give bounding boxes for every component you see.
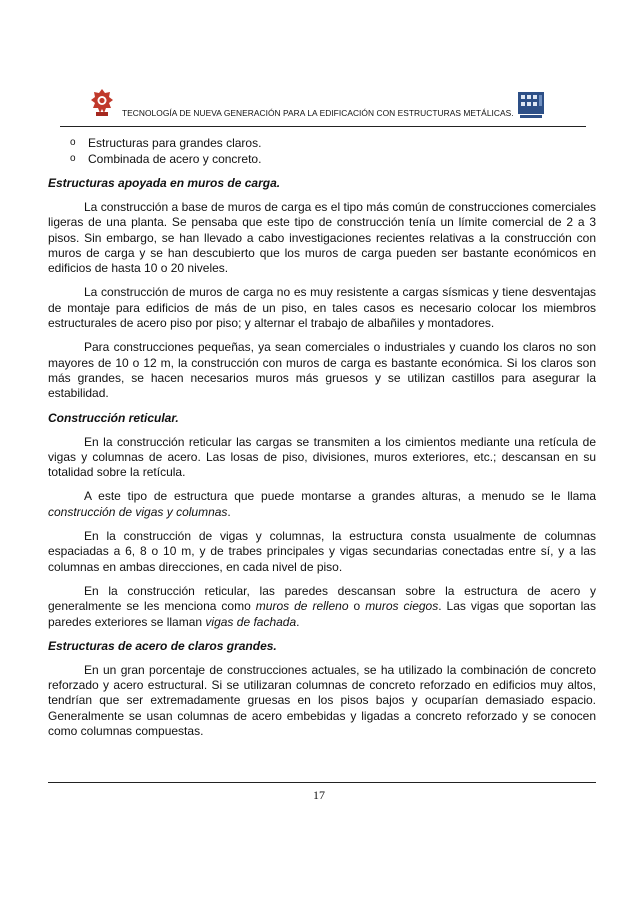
- page-number: 17: [313, 788, 325, 802]
- paragraph: Para construcciones pequeñas, ya sean comerciales o industriales y cuando los claros no son mayores de 10 o 12 m, la construcción con muros de carga es bastante económica. Si los claros son más grandes, se hacen necesarios muros más gruesos y se utilizan castillos para asegurar la estabilidad.: [48, 340, 596, 401]
- list-item: o Combinada de acero y concreto.: [70, 152, 262, 166]
- italic-term: muros ciegos: [365, 599, 439, 614]
- paragraph: En un gran porcentaje de construcciones actuales, se ha utilizado la combinación de concreto reforzado y acero estructural. Si se utilizaran columnas de concreto reforzado en edificios muy altos, tendrían que ser extremadamente gruesas en los pisos bajos y ocuparían demasiado espacio. Generalmente se usan columnas de acero embebidas y ligadas a concreto reforzado y se conocen como columnas compuestas.: [48, 662, 596, 739]
- circle-bullet-icon: o: [70, 137, 76, 148]
- italic-term: vigas de fachada: [205, 614, 297, 629]
- institution-emblem-icon: [90, 88, 114, 118]
- circle-bullet-icon: o: [70, 153, 76, 164]
- building-logo-icon: [516, 88, 546, 120]
- paragraph: La construcción de muros de carga no es muy resistente a cargas sísmicas y tiene desventajas de montaje para edificios de más de un piso, en tales casos es necesario colocar los miembros estructurales de acero piso por piso; y alternar el trabajo de albañiles y montadores.: [48, 285, 596, 331]
- bullet-list: [48, 135, 596, 167]
- section-heading-claros-grandes: Estructuras de acero de claros grandes.: [48, 638, 277, 653]
- list-item: o Estructuras para grandes claros.: [70, 136, 262, 150]
- paragraph: La construcción a base de muros de carga es el tipo más común de construcciones comerciales ligeras de una planta. Se pensaba que este tipo de construcción tenía un límite comercial de 2 a 3 pisos. Sin embargo, se han llevado a cabo investigaciones recientes relativas a la construcción con muros de carga y se han descubierto que los muros de carga pueden ser bastante económicos en edificios de hasta 10 o 20 niveles.: [48, 200, 596, 276]
- page-body: [48, 135, 596, 748]
- paragraph: En la construcción de vigas y columnas, la estructura consta usualmente de columnas espaciadas a 6, 8 o 10 m, y de trabes principales y vigas secundarias conectadas entre sí, y a las columnas en ambas direcciones, en cada nivel de piso.: [48, 529, 596, 574]
- footer-divider: [48, 782, 596, 783]
- paragraph: En la construcción reticular las cargas se transmiten a los cimientos mediante una retícula de vigas y columnas de acero. Las losas de piso, divisiones, muros exteriores, etc.; descansan en su totalidad sobre la retícula.: [48, 434, 596, 480]
- italic-term: construcción de vigas y columnas: [48, 504, 228, 519]
- italic-term: muros de relleno: [255, 599, 349, 614]
- paragraph: A este tipo de estructura que puede montarse a grandes alturas, a menudo se le llama construcción de vigas y columnas.: [48, 489, 596, 519]
- header-title: TECNOLOGÍA DE NUEVA GENERACIÓN PARA LA EDIFICACIÓN CON ESTRUCTURAS METÁLICAS.: [122, 108, 514, 118]
- page-header: [60, 84, 586, 130]
- section-heading-construccion-reticular: Construcción reticular.: [48, 410, 179, 425]
- section-heading-muros-de-carga: Estructuras apoyada en muros de carga.: [48, 176, 281, 190]
- header-divider: [60, 126, 586, 127]
- paragraph: En la construcción reticular, las paredes descansan sobre la estructura de acero y generalmente se les menciona como muros de relleno o muros ciegos. Las vigas que soportan las paredes exteriores se llaman vigas de fachada.: [48, 583, 596, 629]
